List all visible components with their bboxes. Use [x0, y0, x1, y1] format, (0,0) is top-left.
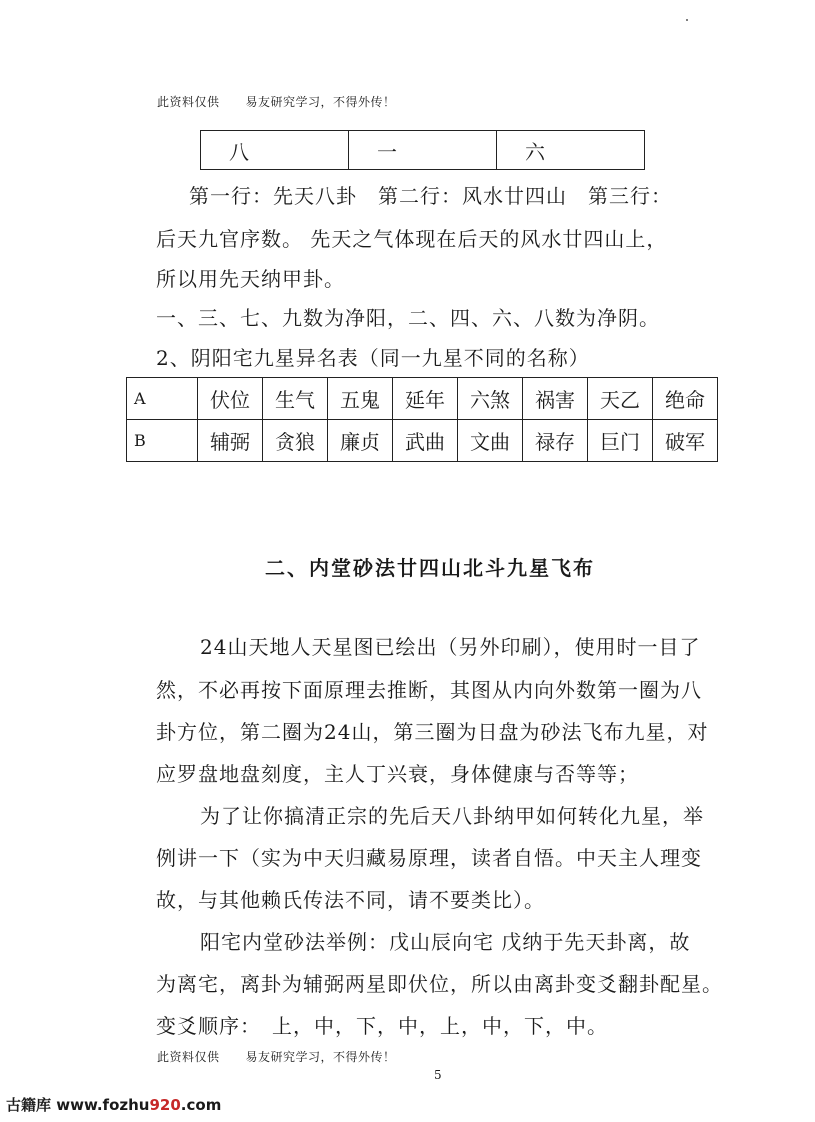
table-cell: 破军: [653, 420, 718, 462]
scan-speck: [686, 19, 688, 21]
table-cell: 武曲: [393, 420, 458, 462]
page-number: 5: [434, 1068, 442, 1082]
paragraph-line: 变爻顺序： 上，中，下，中，上，中，下，中。: [156, 1014, 608, 1038]
intro-line-2: 后天九官序数。 先天之气体现在后天的风水廿四山上，: [156, 227, 668, 251]
site-footer: [6, 1094, 221, 1115]
table-cell: 绝命: [653, 378, 718, 420]
table-row: [127, 378, 718, 420]
table-cell: 天乙: [588, 378, 653, 420]
intro-line-4: 一、三、七、九数为净阳，二、四、六、八数为净阴。: [156, 306, 660, 330]
paragraph-line: 例讲一下（实为中天归藏易原理，读者自悟。中天主人理变: [156, 846, 702, 870]
paragraph-line: 为了让你搞清正宗的先后天八卦纳甲如何转化九星，举: [200, 804, 704, 828]
table-cell: 伏位: [198, 378, 263, 420]
paragraph-line: 卦方位，第二圈为24山，第三圈为日盘为砂法飞布九星，对: [156, 720, 709, 744]
intro-line-1: 第一行：先天八卦 第二行：风水廿四山 第三行：: [189, 184, 672, 208]
paragraph-line: 应罗盘地盘刻度，主人丁兴衰，身体健康与否等等；: [156, 762, 639, 786]
notice-part2: 易友研究学习，不得外传！: [245, 1050, 396, 1064]
row-label: B: [127, 420, 198, 462]
bottom-notice: [157, 1048, 396, 1065]
table-cell: 一: [349, 131, 497, 170]
table-cell: 延年: [393, 378, 458, 420]
table-cell: 六: [497, 131, 645, 170]
table-cell: 贪狼: [263, 420, 328, 462]
intro-line-3: 所以用先天纳甲卦。: [156, 267, 345, 291]
paragraph-line: 故，与其他赖氏传法不同，请不要类比）。: [156, 888, 545, 912]
section-heading: 二、内堂砂法廿四山北斗九星飞布: [265, 556, 595, 580]
table-row: [127, 420, 718, 462]
table-cell: 廉贞: [328, 420, 393, 462]
table-cell: 五鬼: [328, 378, 393, 420]
paragraph-line: 阳宅内堂砂法举例：戊山辰向宅 戊纳于先天卦离，故: [200, 930, 691, 954]
table-cell: 文曲: [458, 420, 523, 462]
table-cell: 生气: [263, 378, 328, 420]
table-cell: 禄存: [523, 420, 588, 462]
table-cell: 六煞: [458, 378, 523, 420]
table-cell: 祸害: [523, 378, 588, 420]
table-cell: 巨门: [588, 420, 653, 462]
site-url[interactable]: www.fozhu920.com: [56, 1096, 222, 1114]
table-cell: 辅弼: [198, 420, 263, 462]
top-notice: [157, 93, 396, 110]
table-caption: 2、阴阳宅九星异名表（同一九星不同的名称）: [156, 346, 590, 370]
notice-part2: 易友研究学习，不得外传！: [245, 95, 396, 109]
site-name: 古籍库: [6, 1096, 52, 1114]
paragraph-line: 为离宅，离卦为辅弼两星即伏位，所以由离卦变爻翻卦配星。: [156, 972, 723, 996]
nine-star-alias-table: [126, 377, 718, 462]
paragraph-line: 然，不必再按下面原理去推断，其图从内向外数第一圈为八: [156, 678, 702, 702]
paragraph-line: 24山天地人天星图已绘出（另外印刷），使用时一目了: [200, 635, 701, 659]
row-label: A: [127, 378, 198, 420]
notice-part1: 此资料仅供: [157, 95, 220, 109]
top-number-table: [200, 130, 645, 170]
notice-part1: 此资料仅供: [157, 1050, 220, 1064]
table-cell: 八: [201, 131, 349, 170]
